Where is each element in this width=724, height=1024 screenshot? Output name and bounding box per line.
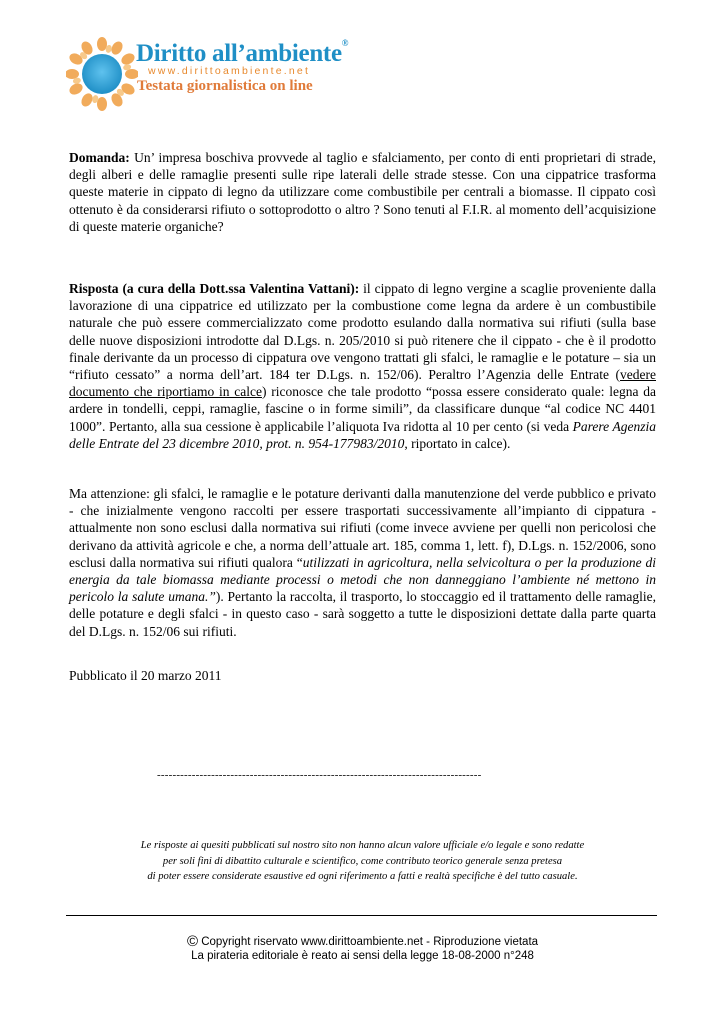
- answer-text-2: ) riconosce che tale prodotto “possa essere considerato quale: legna da ardere in tondelli, ceppi, ramaglie, fascine o in forme simili”, da classificare dunque “al codice NC 4401 1000”. Pertanto, alla sua cessione è applicabile l’aliquota Iva ridotta al 10 per cento (si veda: [69, 384, 656, 434]
- logo-title: Diritto all’ambiente®: [136, 38, 349, 67]
- site-logo: [66, 36, 366, 112]
- attention-text-1: Ma attenzione: gli sfalci, le ramaglie e le potature derivanti dalla manutenzione del verde pubblico e privato - che inizialmente vengono raccolti per essere trasportati successivamente all’impianto di cippatura - attualmente non sono esclusi dalla normativa sui rifiuti (come invece avviene per quelli non pericolosi che derivano da attività agricole e che, a norma dell’attuale art. 185, comma 1, lett. f), D.Lgs. n. 152/2006, sono esclusi dalla normativa sui rifiuti qualora “: [69, 486, 656, 570]
- disclaimer-line-2: per soli fini di dibattito culturale e scientifico, come contributo teorico generale senza pretesa: [162, 855, 563, 867]
- footer-line-1: Copyright riservato www.dirittoambiente.net - Riproduzione vietata: [198, 936, 539, 948]
- question-paragraph: [69, 149, 656, 235]
- dashed-separator: ------------------------------------------------------------------------------------: [157, 769, 482, 781]
- attention-paragraph: [69, 485, 656, 640]
- answer-citation: Parere Agenzia delle Entrate del 23 dicembre 2010, prot. n. 954-177983/2010: [69, 418, 656, 451]
- footer-divider: [66, 915, 657, 916]
- logo-url[interactable]: www.dirittoambiente.net: [148, 65, 311, 77]
- footer-line-2: La pirateria editoriale è reato ai sensi della legge 18-08-2000 n°248: [191, 950, 534, 962]
- document-link[interactable]: vedere documento che riportiamo in calce: [69, 367, 656, 400]
- publication-date: Pubblicato il 20 marzo 2011: [69, 668, 222, 683]
- footer-copyright: [69, 933, 656, 950]
- question-text: Un’ impresa boschiva provvede al taglio e sfalciamento, per conto di enti proprietari di strade, degli alberi e delle ramaglie presenti sulle ripe laterali delle strade stesse. Con una cippatrice trasforma queste materie in cippato di legno da utilizzare come combustibile per centrali a biomasse. Il cippato così ottenuto è da considerarsi rifiuto o sottoprodotto o altro ? Sono tenuti al F.I.R. al momento dell’acquisizione di queste materie organiche?: [69, 150, 656, 234]
- answer-text-3: , riportato in calce).: [404, 435, 511, 451]
- sun-logo-icon: [66, 36, 138, 112]
- answer-paragraph: [69, 280, 656, 452]
- answer-label: Risposta (a cura della Dott.ssa Valentina Vattani):: [69, 281, 360, 296]
- disclaimer-line-3: di poter essere considerate esaustive ed ogni riferimento a fatti e realtà specifiche è del tutto casuale.: [147, 871, 578, 882]
- copyright-icon: ©: [186, 933, 198, 950]
- question-label: Domanda:: [69, 150, 130, 165]
- disclaimer-line-1: Le risposte ai quesiti pubblicati sul nostro sito non hanno alcun valore ufficiale e/o legale e sono redatte: [140, 840, 585, 851]
- disclaimer: [69, 838, 656, 885]
- answer-text-1: il cippato di legno vergine a scaglie proveniente dalla lavorazione di una cippatrice ed utilizzato per la combustione come legna da ardere è un combustibile naturale che può essere commercializzato come prodotto esulando dalla normativa sui rifiuti (sulla base delle nuove disposizioni introdotte dal D.Lgs. n. 205/2010 si può ritenere che il cippato - che è il prodotto finale derivante da un processo di cippatura ove vengono trattati gli sfalci, le ramaglie e le potature – sia un “rifiuto cessato” a norma dell’art. 184 ter D.Lgs. n. 152/06). Peraltro l’Agenzia delle Entrate (: [69, 281, 656, 383]
- logo-subtitle: Testata giornalistica on line: [137, 78, 313, 94]
- attention-text-2: ). Pertanto la raccolta, il trasporto, lo stoccaggio ed il trattamento delle ramaglie, delle potature e degli sfalci - in questo caso - sarà soggetto a tutte le disposizioni dettate dalla parte quarta del D.Lgs. n. 152/06 sui rifiuti.: [69, 589, 656, 639]
- attention-quote: utilizzati in agricoltura, nella selvicoltura o per la produzione di energia da tale biomassa mediante processi o metodi che non danneggiano l’ambiente né mettono in pericolo la salute umana.”: [69, 554, 656, 605]
